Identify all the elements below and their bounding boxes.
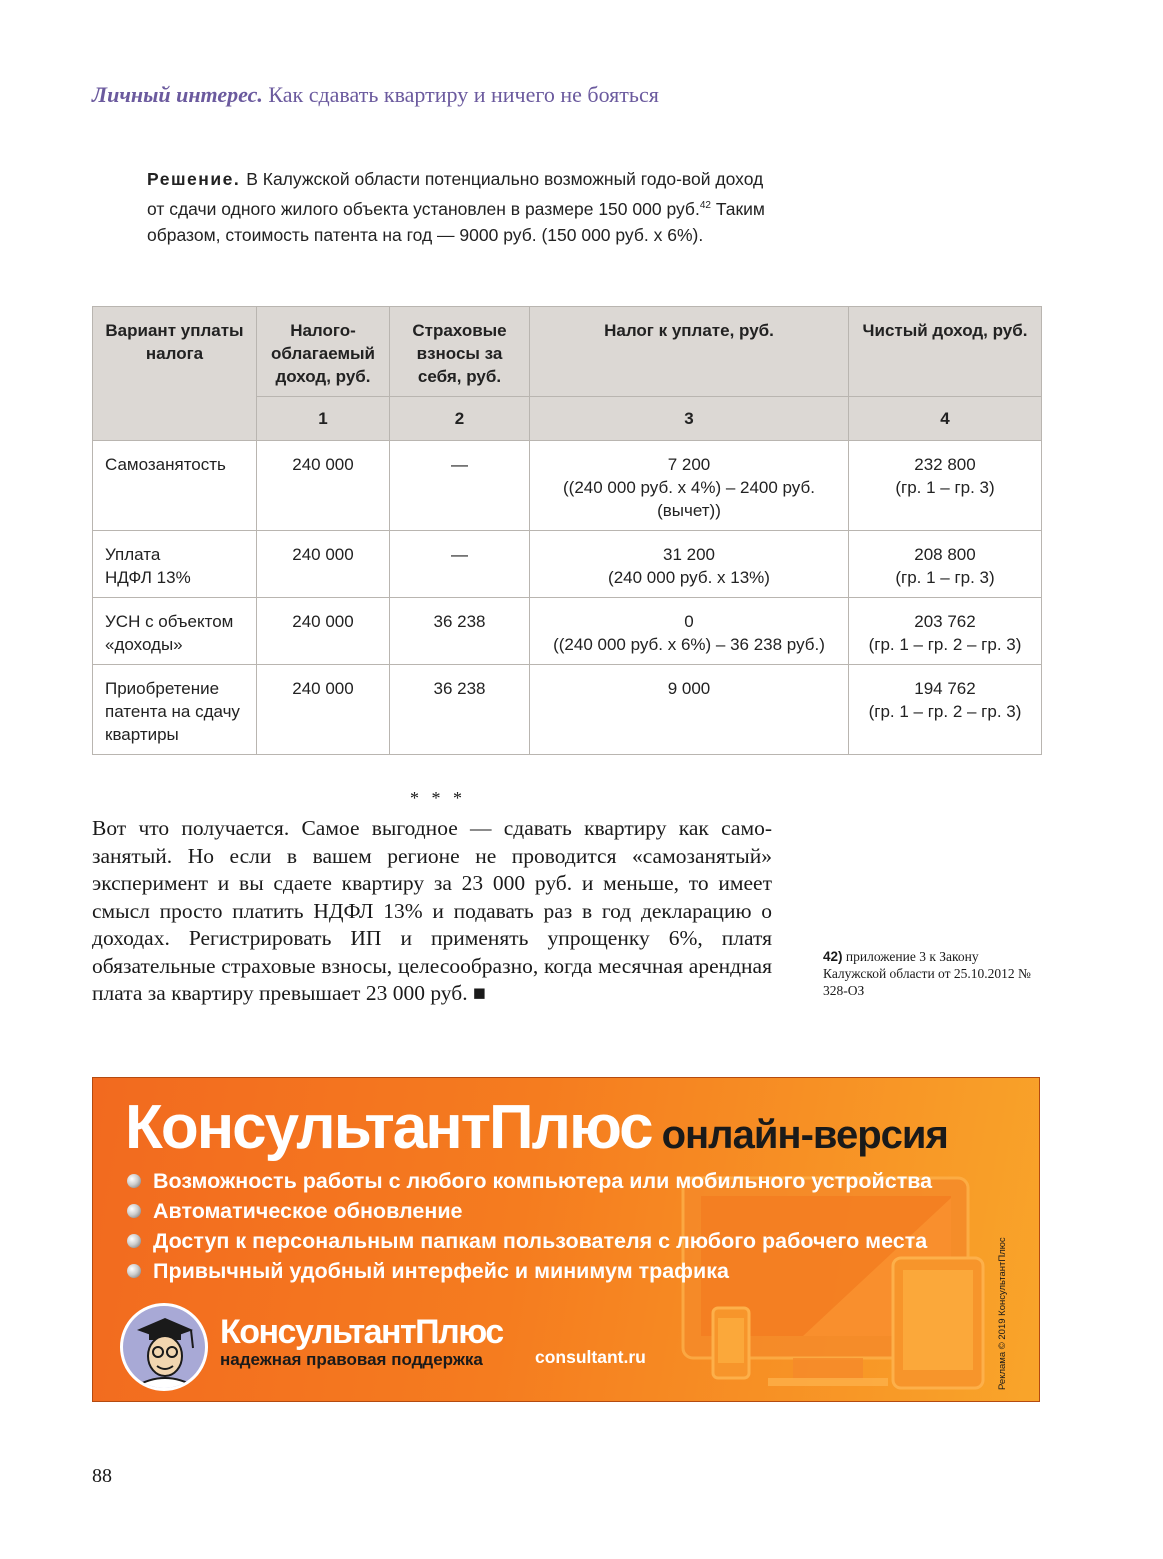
cell-net (849, 665, 1042, 755)
net-value: 208 800 (914, 545, 976, 564)
cell-insurance: — (390, 441, 530, 531)
net-value: 203 762 (914, 612, 976, 631)
net-value: 194 762 (914, 679, 976, 698)
solution-text-2: Таким образом, стоимость патента на год — 9000 руб. (150 000 руб. x 6%). (147, 198, 765, 245)
page-number: 88 (92, 1465, 112, 1487)
cell-income: 240 000 (257, 665, 390, 755)
col-number: 4 (849, 397, 1042, 441)
ad-edition: онлайн-версия (661, 1113, 948, 1157)
net-note: (гр. 1 – гр. 2 – гр. 3) (868, 635, 1022, 654)
cell-income: 240 000 (257, 531, 390, 598)
col-number: 3 (530, 397, 849, 441)
ad-feature (127, 1256, 932, 1286)
ad-feature-list (127, 1166, 932, 1286)
bullet-icon (127, 1204, 141, 1218)
net-note: (гр. 1 – гр. 3) (895, 478, 995, 497)
tax-value: 0 (684, 612, 694, 631)
ad-slogan: надежная правовая поддержка (220, 1350, 483, 1369)
header-tax: Налог к уплате, руб. (530, 307, 849, 397)
ad-feature (127, 1196, 932, 1226)
cell-tax (530, 531, 849, 598)
tax-note: ((240 000 руб. х 6%) – 36 238 руб.) (553, 635, 825, 654)
net-note: (гр. 1 – гр. 2 – гр. 3) (868, 702, 1022, 721)
ad-site-link[interactable]: consultant.ru (535, 1347, 646, 1367)
ad-copyright: Реклама © 2019 КонсультантПлюс (997, 1237, 1008, 1390)
conclusion-paragraph: Вот что получается. Самое выгодное — сдавать квартиру как само-занятый. Но если в вашем регионе не проводится «самозанятый» эксперимент и вы сдаете квартиру за 23 000 руб. и меньше, то имеет смысл просто платить НДФЛ 13% и подавать раз в год декларацию о доходах. Регистрировать ИП и применять упрощенку 6%, платя обязательные страховые взносы, целесообразно, когда месячная арендная плата за квартиру превышает 23 000 руб. ■ (92, 816, 772, 1005)
cell-variant: Уплата НДФЛ 13% (93, 531, 257, 598)
ad-feature (127, 1166, 932, 1196)
footnote-ref[interactable]: 42 (699, 199, 711, 211)
cell-net (849, 441, 1042, 531)
header-net: Чистый доход, руб. (849, 307, 1042, 397)
net-note: (гр. 1 – гр. 3) (895, 568, 995, 587)
cell-insurance: — (390, 531, 530, 598)
ad-feature (127, 1226, 932, 1256)
footnote-text: приложение 3 к Закону Калужской области от 25.10.2012 № 328-ОЗ (823, 949, 1031, 998)
professor-logo-icon (120, 1303, 208, 1391)
bullet-icon (127, 1264, 141, 1278)
ad-logo-name: КонсультантПлюс (220, 1313, 503, 1351)
footnote-number: 42) (823, 949, 843, 964)
cell-net (849, 531, 1042, 598)
cell-variant: УСН с объектом «доходы» (93, 598, 257, 665)
tax-value: 9 000 (667, 679, 711, 698)
ad-feature-text: Привычный удобный интерфейс и минимум трафика (153, 1259, 729, 1283)
cell-tax (530, 598, 849, 665)
tax-comparison-table (92, 306, 1042, 755)
ad-brand: КонсультантПлюс (125, 1093, 652, 1162)
solution-paragraph (147, 166, 772, 248)
ad-feature-text: Доступ к персональным папкам пользователя с любого рабочего места (153, 1229, 928, 1253)
tax-value: 31 200 (663, 545, 715, 564)
tax-note: (240 000 руб. х 13%) (608, 568, 770, 587)
cell-insurance: 36 238 (390, 665, 530, 755)
cell-tax (530, 441, 849, 531)
header-variant: Вариант уплаты налога (93, 307, 257, 441)
cell-tax (530, 665, 849, 755)
running-header (92, 82, 659, 108)
tax-value: 7 200 (667, 455, 711, 474)
cell-income: 240 000 (257, 441, 390, 531)
ad-logo (220, 1314, 503, 1370)
table-row (93, 665, 1042, 755)
cell-income: 240 000 (257, 598, 390, 665)
cell-insurance: 36 238 (390, 598, 530, 665)
col-number: 2 (390, 397, 530, 441)
header-section: Личный интерес. (92, 82, 263, 107)
table-row (93, 598, 1042, 665)
tax-note: ((240 000 руб. х 4%) – 2400 руб. (вычет)) (563, 478, 815, 520)
col-number: 1 (257, 397, 390, 441)
ad-feature-text: Возможность работы с любого компьютера или мобильного устройства (153, 1169, 933, 1193)
net-value: 232 800 (914, 455, 976, 474)
solution-label: Решение. (147, 169, 241, 189)
header-insurance: Страховые взносы за себя, руб. (390, 307, 530, 397)
solution-text-1: В Калужской области потенциально возможный годо-вой доход от сдачи одного жилого объекта установлен в размере 150 000 руб. (147, 169, 764, 219)
consultant-plus-ad-banner[interactable] (92, 1077, 1040, 1402)
header-title: Как сдавать квартиру и ничего не бояться (268, 82, 659, 107)
ad-title (125, 1092, 948, 1163)
bullet-icon (127, 1234, 141, 1248)
footnote (823, 948, 1033, 999)
header-income: Налого-облагаемый доход, руб. (257, 307, 390, 397)
table-row (93, 441, 1042, 531)
cell-variant: Самозанятость (93, 441, 257, 531)
cell-variant: Приобретение патента на сдачу квартиры (93, 665, 257, 755)
table-row (93, 531, 1042, 598)
bullet-icon (127, 1174, 141, 1188)
cell-net (849, 598, 1042, 665)
ad-feature-text: Автоматическое обновление (153, 1199, 463, 1223)
section-separator: * * * (410, 788, 466, 808)
